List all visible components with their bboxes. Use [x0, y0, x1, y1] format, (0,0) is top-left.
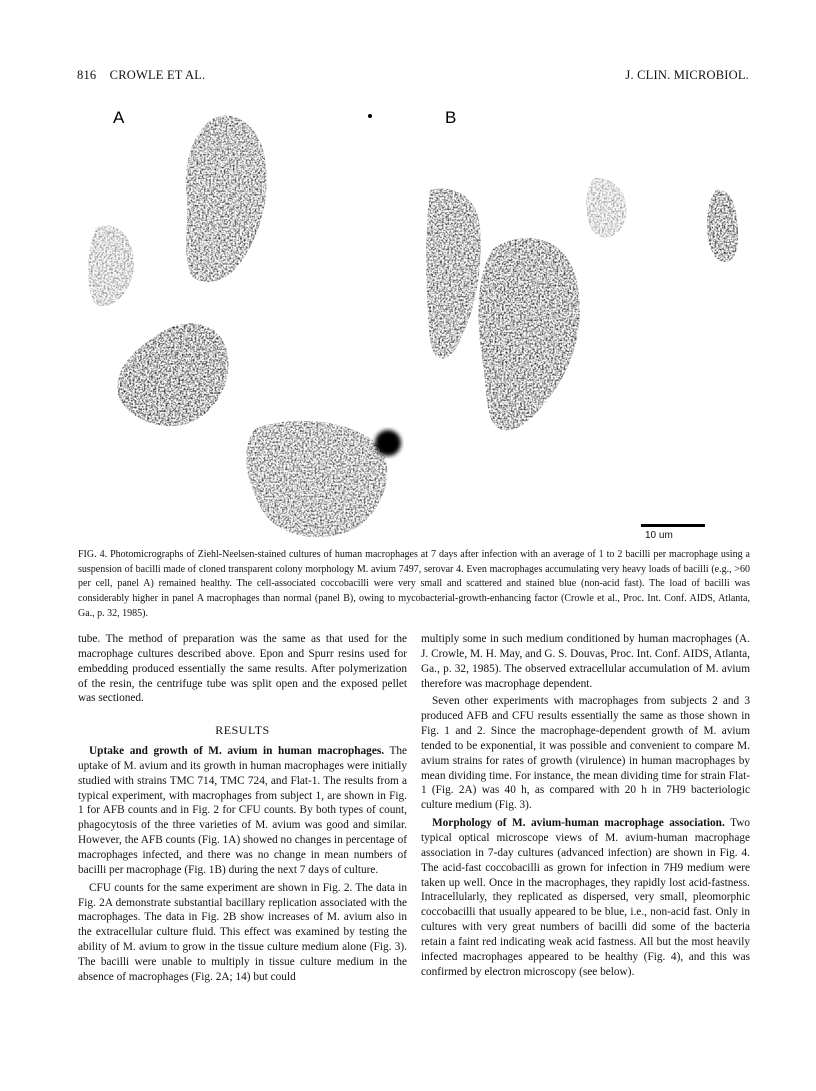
scale-bar	[641, 524, 705, 527]
cell-a-middle	[117, 324, 228, 427]
panel-a-cells	[88, 115, 387, 537]
section-heading-morphology: Morphology of M. avium-human macrophage association.	[432, 817, 725, 830]
right-column	[421, 632, 750, 979]
left-column	[78, 632, 407, 985]
left-paragraph-2-body: The uptake of M. avium and its growth in human macrophages were initially studied with strains TMC 714, TMC 724, and Flat-1. The results from a typical experiment, with macrophages from subject 1, are shown in Fig. 1 for AFB counts and in Fig. 2 for CFU counts. By both types of count, phagocytosis of the three varieties of M. avium was good and similar. However, the AFB counts (Fig. 1A) showed no changes in percentage of macrophages infected, and there was no change in mean numbers of bacilli per macrophage (Fig. 1B) during the next 7 days of culture.	[78, 745, 408, 876]
left-paragraph-1: tube. The method of preparation was the same as that used for the macrophage cultures described above. Epon and Spurr resins used for embedding produced essentially the same results. After polymerization of the resin, the centrifuge tube was split open and the exposed pellet was sectioned.	[78, 633, 407, 705]
right-paragraph-3-body: Two typical optical microscope views of M. avium-human macrophage association in 7-day cultures (advanced infection) are shown in Fig. 4. The acid-fast coccobacilli as grown for infection in 7H9 medium were taken up well. Once in the macrophages, they rapidly lost acid-fastness. Intracellularly, they replicated as dispersed, very small, pleomorphic coccobacilli that usually appeared to be blue, i.e., non-acid fast. Only in cultures with very great numbers of bacilli did some of the bacteria retain a faint red indicating weak acid fastness. All but the most heavily infected macrophages appeared to be healthy (Fig. 4), and this was confirmed by electron microscopy (see below).	[421, 817, 750, 978]
cell-b-center	[478, 238, 580, 430]
authors: CROWLE ET AL.	[109, 68, 206, 82]
panel-a-label: A	[113, 108, 125, 127]
photomicrograph	[86, 98, 738, 546]
left-paragraph-3: CFU counts for the same experiment are shown in Fig. 2. The data in Fig. 2A demonstrate substantial bacillary replication associated with the macrophages. The data in Fig. 2B show increases of M. avium also in the extracellular culture fluid. This effect was examined by testing the ability of M. avium to grow in the tissue culture medium alone (Fig. 3). The bacilli were unable to multiply in tissue culture medium in the absence of macrophages (Fig. 2A; 14) but could	[78, 881, 407, 983]
right-paragraph-1: multiply some in such medium conditioned by human macrophages (A. J. Crowle, M. H. May, and G. S. Douvas, Proc. Int. Conf. AIDS, Atlanta, Ga., p. 32, 1985). The observed extracellular accumulation of M. avium therefore was macrophage dependent.	[421, 633, 750, 690]
cell-a-bottom	[246, 421, 387, 537]
section-heading-uptake: Uptake and growth of M. avium in human macrophages.	[89, 745, 385, 758]
right-paragraph-2: Seven other experiments with macrophages from subjects 2 and 3 produced AFB and CFU results essentially the same as those shown in Fig. 1 and 2. Since the macrophage-dependent growth of M. avium tended to be exponential, it was possible and convenient to compare M. avium strains for rates of growth (virulence) in human macrophages by mean dividing time. For instance, the mean dividing time for strain Flat-1 (Fig. 2A) was 40 h, as compared with 20 h in 7H9 bacteriologic culture medium (Fig. 3).	[421, 695, 750, 812]
dark-particle	[375, 430, 401, 456]
journal-name: J. CLIN. MICROBIOL.	[625, 68, 749, 82]
panel-b-label: B	[445, 108, 457, 127]
cell-b-left	[426, 189, 481, 359]
scale-bar-label: 10 um	[645, 530, 673, 541]
cell-b-right-edge	[707, 190, 738, 262]
figure-caption: FIG. 4. Photomicrographs of Ziehl-Neelsen-stained cultures of human macrophages at 7 days after infection with an average of 1 to 2 bacilli per macrophage using a suspension of bacilli made of cloned transparent colony morphology M. avium 7497, serovar 4. Even macrophages accumulating very heavy loads of bacilli (e.g., >60 per cell, panel A) remained healthy. The cell-associated coccobacilli were very small and scattered and stained blue (non-acid fast). The load of bacilli was considerably higher in panel A macrophages than normal (panel B), owing to mycobacterial-growth-enhancing factor (Crowle et al., Proc. Int. Conf. AIDS, Atlanta, Ga., p. 32, 1985).	[78, 549, 750, 619]
small-dot	[368, 114, 372, 118]
cell-a-top	[186, 115, 267, 282]
cell-b-top-faint	[586, 178, 626, 238]
panel-b-cells	[426, 178, 738, 430]
right-paragraph-3	[421, 816, 750, 979]
left-paragraph-2	[78, 744, 407, 878]
results-heading: RESULTS	[215, 723, 270, 738]
running-header-left	[77, 68, 205, 83]
cell-a-left-faint	[88, 225, 134, 306]
page-number: 816	[77, 68, 97, 82]
